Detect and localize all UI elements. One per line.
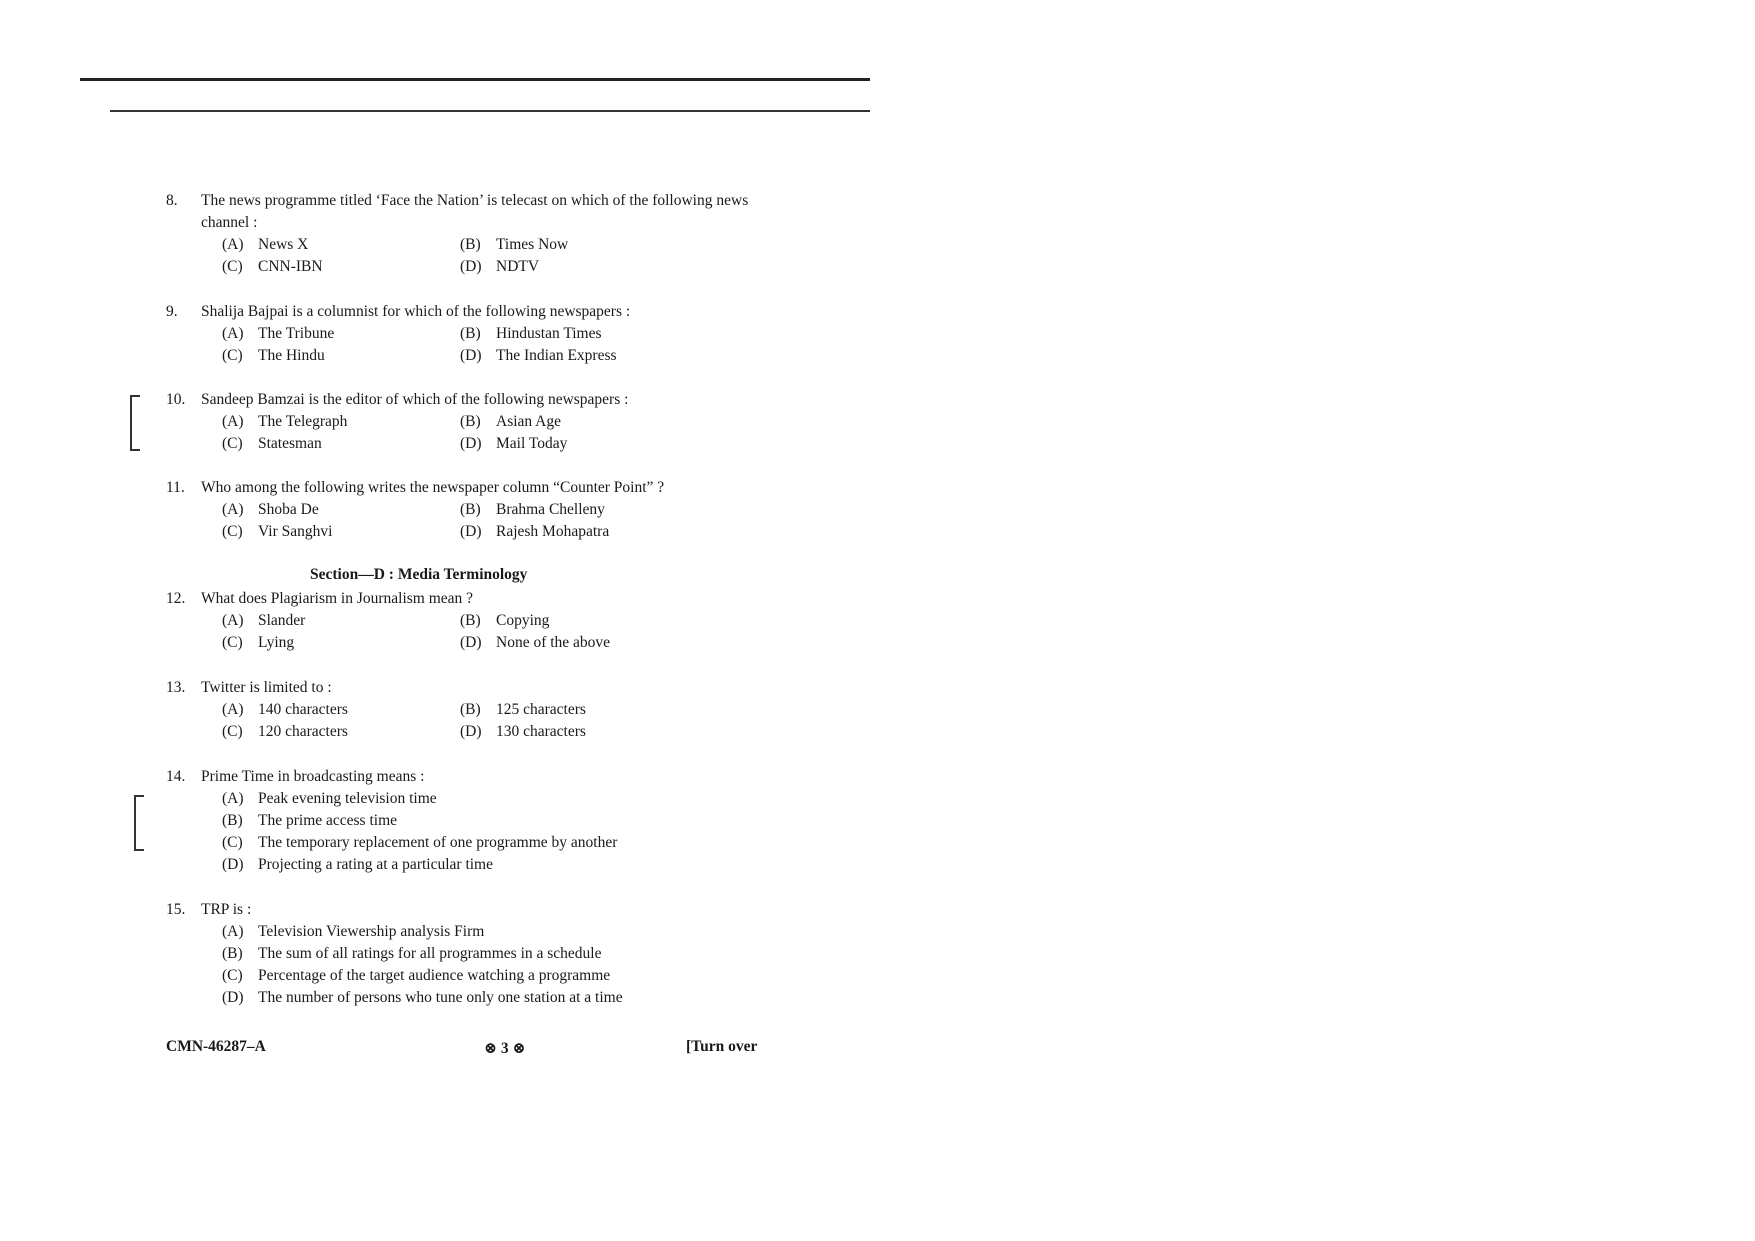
option-c: (C) 120 characters — [222, 723, 348, 740]
question-10 — [166, 389, 766, 455]
question-stem: The news programme titled ‘Face the Nation’ is telecast on which of the following news channel : — [201, 192, 749, 231]
question-number: 14. — [166, 768, 186, 785]
option-d: (D) 130 characters — [460, 723, 586, 740]
question-stem: What does Plagiarism in Journalism mean ? — [201, 590, 474, 607]
option-d: (D) Rajesh Mohapatra — [460, 523, 610, 540]
question-stem: Sandeep Bamzai is the editor of which of the following newspapers : — [201, 391, 629, 408]
question-number: 15. — [166, 901, 186, 918]
option-b: (B) Copying — [460, 612, 550, 629]
option-b: (B) Asian Age — [460, 413, 562, 430]
option-d: (D) The Indian Express — [460, 347, 617, 364]
option-b: (B) Brahma Chelleny — [460, 501, 605, 518]
option-a: (A) Television Viewership analysis Firm — [222, 923, 485, 940]
option-a: (A) News X — [222, 236, 309, 253]
option-d: (D) Mail Today — [460, 435, 568, 452]
question-stem: TRP is : — [201, 901, 252, 918]
question-8 — [166, 190, 766, 278]
question-stem: Shalija Bajpai is a columnist for which of the following newspapers : — [201, 303, 631, 320]
top-rule — [80, 78, 870, 81]
option-b: (B) The sum of all ratings for all programmes in a schedule — [222, 945, 602, 962]
question-number: 9. — [166, 303, 178, 320]
margin-bracket — [130, 395, 140, 451]
option-d: (D) The number of persons who tune only one station at a time — [222, 989, 623, 1006]
question-9 — [166, 301, 766, 367]
question-number: 13. — [166, 679, 186, 696]
turn-over-note: [Turn over — [686, 1038, 758, 1055]
option-c: (C) CNN-IBN — [222, 258, 323, 275]
question-number: 8. — [166, 192, 178, 209]
option-b: (B) 125 characters — [460, 701, 586, 718]
option-a: (A) 140 characters — [222, 701, 348, 718]
option-d: (D) None of the above — [460, 634, 611, 651]
question-12 — [166, 588, 766, 654]
top-rule-thin — [110, 110, 870, 112]
option-a: (A) Shoba De — [222, 501, 319, 518]
page-number: ⊗ 3 ⊗ — [484, 1040, 526, 1057]
option-d: (D) NDTV — [460, 258, 540, 275]
section-title: Section—D : Media Terminology — [310, 566, 528, 583]
question-number: 11. — [166, 479, 185, 496]
option-c: (C) Percentage of the target audience watching a programme — [222, 967, 611, 984]
question-14 — [166, 766, 766, 876]
option-a: (A) Peak evening television time — [222, 790, 437, 807]
question-stem: Twitter is limited to : — [201, 679, 332, 696]
option-a: (A) The Telegraph — [222, 413, 348, 430]
option-a: (A) The Tribune — [222, 325, 335, 342]
question-stem: Prime Time in broadcasting means : — [201, 768, 425, 785]
option-b: (B) The prime access time — [222, 812, 398, 829]
option-c: (C) Lying — [222, 634, 295, 651]
option-c: (C) The temporary replacement of one programme by another — [222, 834, 618, 851]
option-b: (B) Times Now — [460, 236, 569, 253]
option-c: (C) Vir Sanghvi — [222, 523, 333, 540]
question-stem: Who among the following writes the newspaper column “Counter Point” ? — [201, 479, 665, 496]
option-c: (C) Statesman — [222, 435, 322, 452]
margin-bracket — [134, 795, 144, 851]
question-13 — [166, 677, 766, 743]
question-number: 12. — [166, 590, 186, 607]
option-b: (B) Hindustan Times — [460, 325, 602, 342]
option-c: (C) The Hindu — [222, 347, 325, 364]
paper-code: CMN-46287–A — [166, 1038, 266, 1055]
option-a: (A) Slander — [222, 612, 306, 629]
option-d: (D) Projecting a rating at a particular time — [222, 856, 493, 873]
question-15 — [166, 899, 766, 1009]
question-11 — [166, 477, 766, 543]
question-number: 10. — [166, 391, 186, 408]
